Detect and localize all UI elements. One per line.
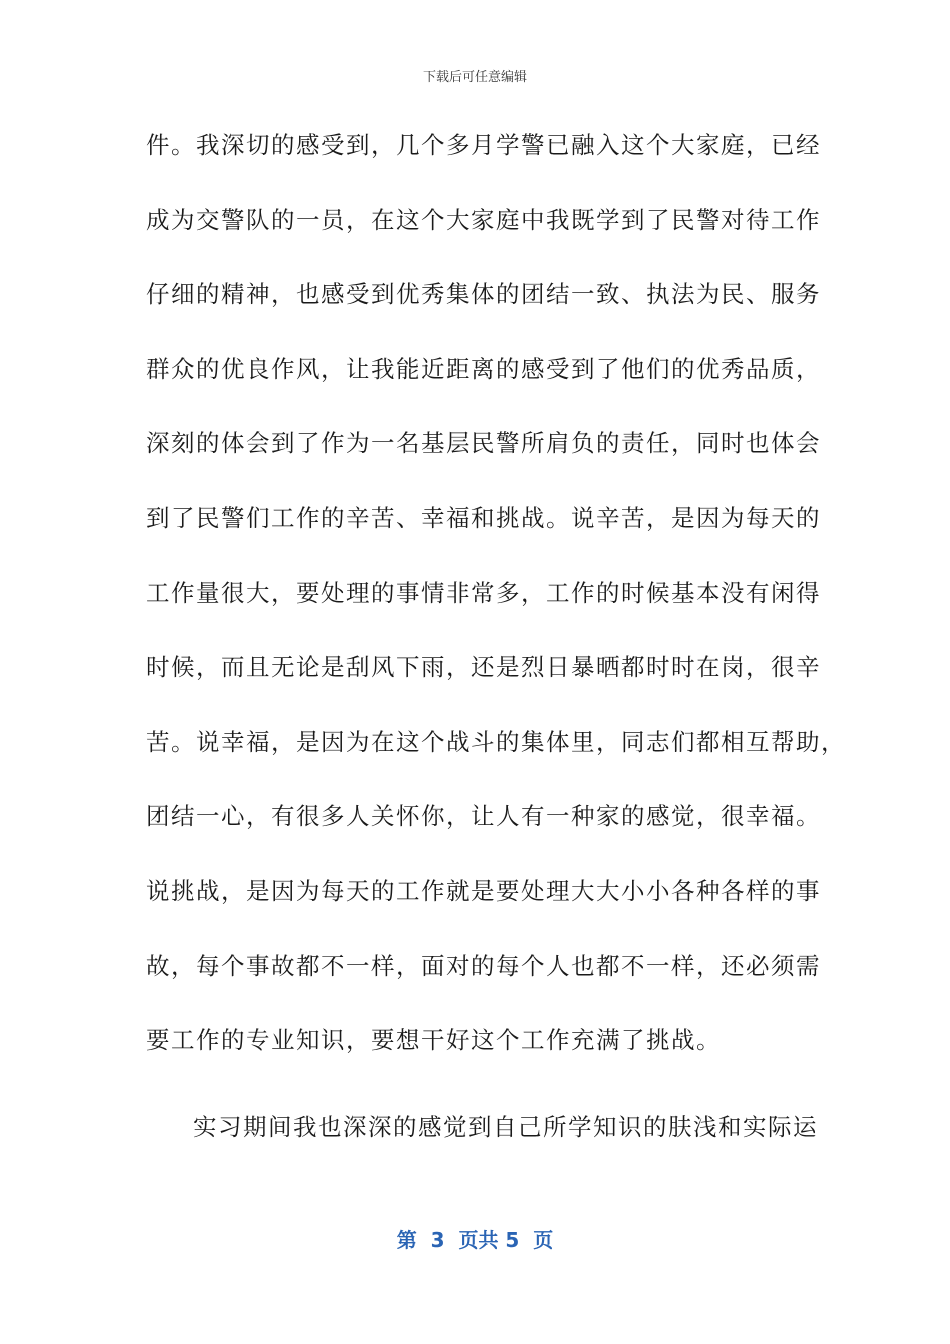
paragraph-line: 团结一心，有很多人关怀你，让人有一种家的感觉，很幸福。	[146, 802, 821, 831]
paragraph-line: 苦。说幸福，是因为在这个战斗的集体里，同志们都相互帮助，	[146, 727, 846, 756]
paragraph-line: 深刻的体会到了作为一名基层民警所肩负的责任，同时也体会	[146, 429, 821, 458]
paragraph-line: 仔细的精神，也感受到优秀集体的团结一致、执法为民、服务	[146, 280, 821, 309]
paragraph-gap	[146, 1095, 806, 1107]
header-note: 下载后可任意编辑	[422, 70, 527, 85]
page-number: 第 3 页共 5 页	[396, 1228, 554, 1252]
paragraph-line: 要工作的专业知识，要想干好这个工作充满了挑战。	[146, 1026, 721, 1055]
paragraph-line: 故，每个事故都不一样，面对的每个人也都不一样，还必须需	[146, 951, 821, 980]
paragraph-line: 说挑战，是因为每天的工作就是要处理大大小小各种各样的事	[146, 876, 821, 905]
paragraph-line: 成为交警队的一员，在这个大家庭中我既学到了民警对待工作	[146, 205, 821, 234]
paragraph-line: 件。我深切的感受到，几个多月学警已融入这个大家庭，已经	[146, 131, 821, 159]
paragraph-2-first-line: 实习期间我也深深的感觉到自己所学知识的肤浅和实际运	[193, 1112, 818, 1141]
paragraph-line: 时候，而且无论是刮风下雨，还是烈日暴晒都时时在岗，很辛	[146, 653, 821, 682]
document-body	[146, 125, 846, 1181]
paragraph-line: 工作量很大，要处理的事情非常多，工作的时候基本没有闲得	[146, 578, 821, 607]
paragraph-line: 群众的优良作风，让我能近距离的感受到了他们的优秀品质，	[146, 354, 821, 383]
paragraph-line: 到了民警们工作的辛苦、幸福和挑战。说辛苦，是因为每天的	[146, 503, 821, 532]
